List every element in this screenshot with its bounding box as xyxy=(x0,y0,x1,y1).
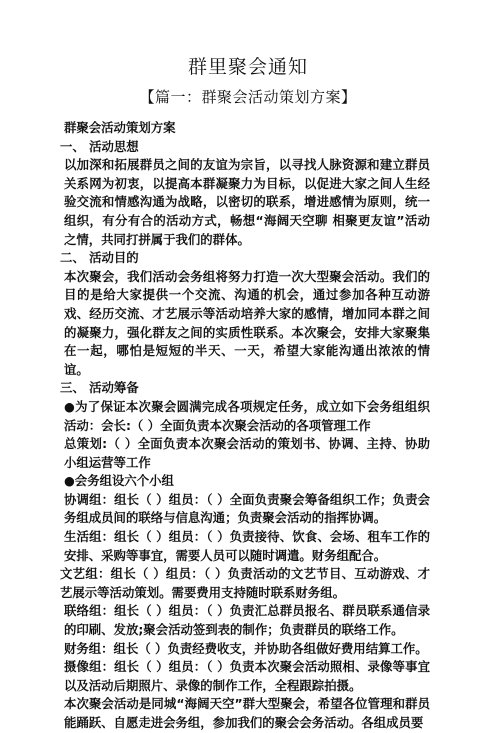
paragraph-9: 联络组：组长（ ）组员：（ ）负责汇总群员报名、群员联系通信录的印刷、发放;聚会活动签到表的制作；负责群员的联络工作。 xyxy=(64,603,430,638)
section-heading-1: 一、 活动思想 xyxy=(60,138,139,154)
paragraph-2: 本次聚会，我们活动会务组将努力打造一次大型聚会活动。我们的目的是给大家提供一个交流、沟通的机会，通过参加各种互动游戏、经历交流、才艺展示等活动培养大家的感情，增加同本群之间的凝聚力，强化群友之间的实质性联系。本次聚会，安排大家聚集在一起，哪怕是短短的半天、一天，希望大家能沟通出浓浓的情谊。 xyxy=(64,268,430,377)
document-title: 群里聚会通知 xyxy=(187,56,308,78)
section-heading-2: 二、 活动目的 xyxy=(60,250,139,266)
paragraph-10: 财务组：组长（ ）负责经费收支，并协助各组做好费用结算工作。 xyxy=(64,640,428,656)
paragraph-5: ●会务组设六个小组 xyxy=(64,473,174,489)
paragraph-7: 生活组：组长（ ）组员：（ ）负责接待、饮食、会场、租车工作的安排、采购等事宜，需要人员可以随时调遣。财务组配合。 xyxy=(64,529,430,563)
paragraph-1: 以加深和拓展群员之间的友谊为宗旨，以寻找人脉资源和建立群员关系网为初衷，以提高本群凝聚力为目标，以促进大家之间人生经验交流和情感沟通为战略，以密切的联系，增进感情为原则，统一组织，有分有合的活动方式，畅想“海阔天空聊 相聚更友谊”活动之情，共同打拼属于我们的群体。 xyxy=(64,157,430,247)
paragraph-12: 本次聚会活动是同城“海阔天空”群大型聚会，希望各位管理和群员能踊跃、自愿走进会务组，参加我们的聚会会务活动。各组成员要 xyxy=(64,696,430,730)
paragraph-6: 协调组：组长（ ）组员：（ ）全面负责聚会筹备组织工作；负责会务组成员间的联络与信息沟通；负责聚会活动的指挥协调。 xyxy=(64,491,430,526)
document-subtitle: 【篇一：群聚会活动策划方案】 xyxy=(139,88,357,106)
paragraph-4: 总策划:（ ）全面负责本次聚会活动的策划书、协调、主持、协助小组运营等工作 xyxy=(64,436,430,470)
paragraph-8: 文艺组：组长（ ）组员：（ ）负责活动的文艺节目、互动游戏、才艺展示等活动策划。需要费用支持随时联系财务组。 xyxy=(60,566,430,600)
paragraph-3: ●为了保证本次聚会圆满完成各项规定任务，成立如下会务组组织活动：会长:（ ）全面负责本次聚会活动的各项管理工作 xyxy=(64,398,430,433)
section-heading-3: 三、 活动筹备 xyxy=(60,380,139,396)
document-body xyxy=(60,119,430,733)
paragraph-11: 摄像组：组长（ ）组员：（ ）负责本次聚会活动照相、录像等事宜以及活动后期照片、录像的制作工作，全程跟踪拍摄。 xyxy=(64,659,430,693)
paragraph-heading-plan: 群聚会活动策划方案 xyxy=(64,120,176,135)
